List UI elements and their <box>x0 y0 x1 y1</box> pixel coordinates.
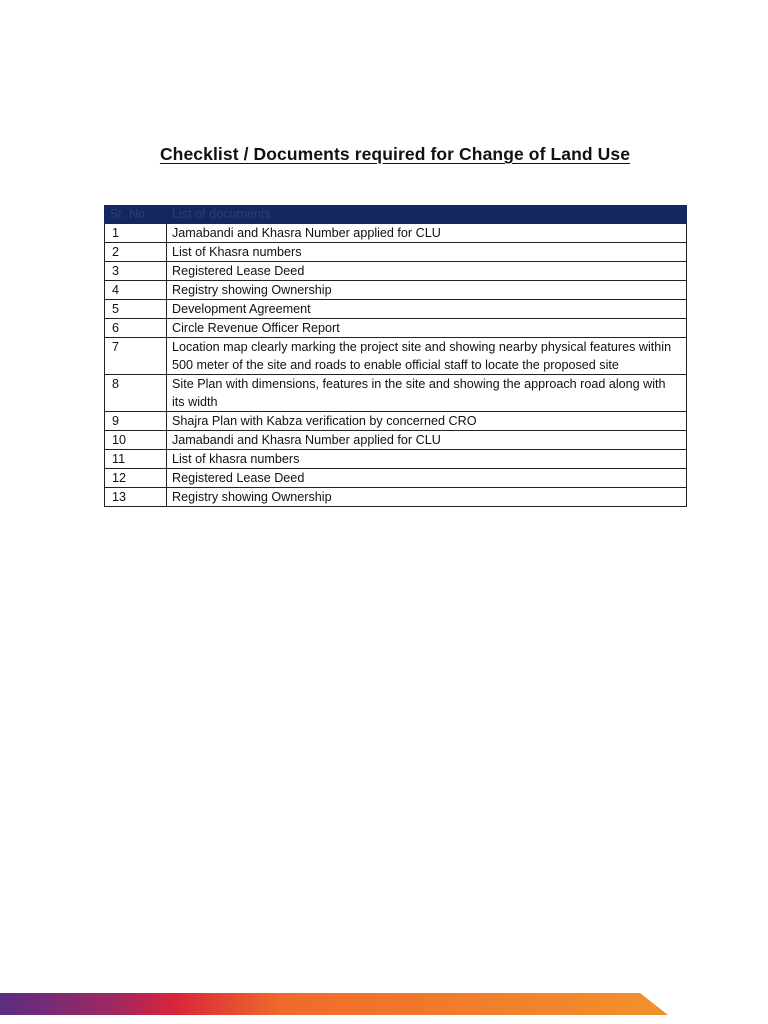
table-row <box>105 488 687 507</box>
sr-no-cell: 8 <box>105 375 167 412</box>
document-cell: Site Plan with dimensions, features in the site and showing the approach road along with its width <box>167 375 687 412</box>
sr-no-cell: 6 <box>105 319 167 338</box>
document-cell: Registry showing Ownership <box>167 281 687 300</box>
table-row <box>105 450 687 469</box>
document-cell: Jamabandi and Khasra Number applied for CLU <box>167 431 687 450</box>
document-cell: List of Khasra numbers <box>167 243 687 262</box>
sr-no-cell: 13 <box>105 488 167 507</box>
table-row <box>105 469 687 488</box>
document-cell: List of khasra numbers <box>167 450 687 469</box>
table-row <box>105 412 687 431</box>
sr-no-cell: 7 <box>105 338 167 375</box>
sr-no-cell: 12 <box>105 469 167 488</box>
document-cell: Registered Lease Deed <box>167 469 687 488</box>
document-cell: Registry showing Ownership <box>167 488 687 507</box>
header-sr-no: Sr. No. <box>105 206 167 224</box>
table-header-row <box>105 206 687 224</box>
table-row <box>105 319 687 338</box>
footer-color-band <box>0 993 768 1017</box>
table-row <box>105 262 687 281</box>
sr-no-cell: 5 <box>105 300 167 319</box>
table-row <box>105 338 687 375</box>
sr-no-cell: 11 <box>105 450 167 469</box>
document-cell: Jamabandi and Khasra Number applied for CLU <box>167 224 687 243</box>
sr-no-cell: 9 <box>105 412 167 431</box>
document-cell: Development Agreement <box>167 300 687 319</box>
header-list-of-documents: List of documents <box>167 206 687 224</box>
document-cell: Circle Revenue Officer Report <box>167 319 687 338</box>
table-row <box>105 375 687 412</box>
documents-table <box>104 205 687 507</box>
table-row <box>105 224 687 243</box>
sr-no-cell: 2 <box>105 243 167 262</box>
footer-band-shape <box>0 993 668 1015</box>
sr-no-cell: 4 <box>105 281 167 300</box>
page-title: Checklist / Documents required for Change of Land Use <box>159 144 631 164</box>
sr-no-cell: 3 <box>105 262 167 281</box>
document-cell: Location map clearly marking the project site and showing nearby physical features within 500 meter of the site and roads to enable official staff to locate the proposed site <box>167 338 687 375</box>
table-row <box>105 281 687 300</box>
document-cell: Shajra Plan with Kabza verification by concerned CRO <box>167 412 687 431</box>
document-cell: Registered Lease Deed <box>167 262 687 281</box>
table-row <box>105 431 687 450</box>
sr-no-cell: 1 <box>105 224 167 243</box>
sr-no-cell: 10 <box>105 431 167 450</box>
table-row <box>105 300 687 319</box>
table-row <box>105 243 687 262</box>
